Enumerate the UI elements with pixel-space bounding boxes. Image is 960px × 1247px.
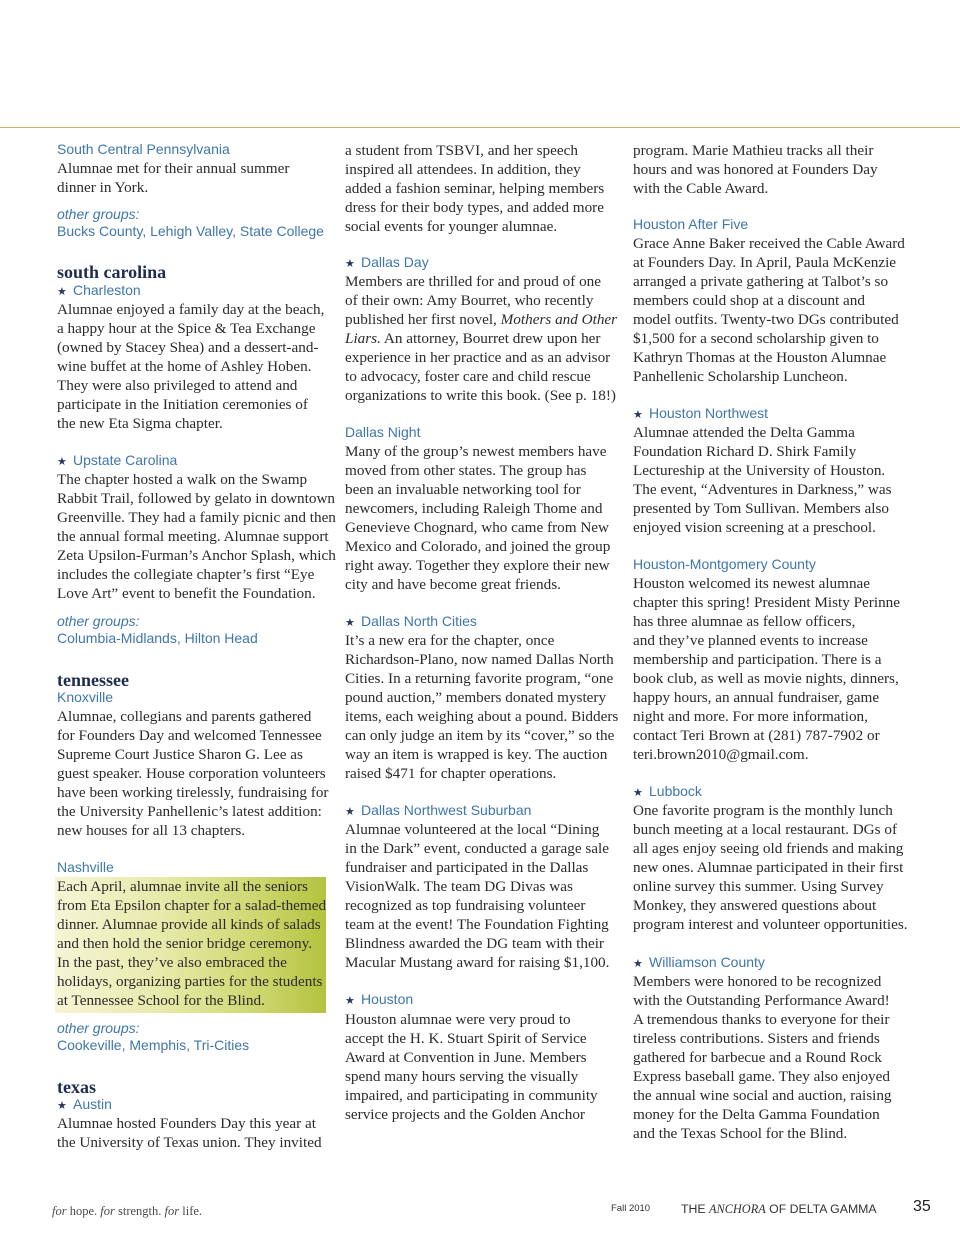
chapter-name: South Central Pennsylvania (57, 140, 230, 157)
text-line: to advocacy, foster care and child rescue (345, 367, 591, 385)
text-line: In the past, they’ve also embraced the (57, 953, 287, 971)
chapter-label (633, 782, 918, 801)
text-line: Zeta Upsilon-Furman’s Anchor Splash, which (57, 546, 336, 564)
italic-title: Mothers and Other (500, 310, 618, 328)
chapter-body (57, 470, 342, 603)
text-line: arranged a private gathering at Talbot’s so (633, 272, 889, 290)
footer-publication (681, 1200, 877, 1218)
text-line: and then hold the senior bridge ceremony. (57, 934, 313, 952)
chapter-label (57, 1095, 342, 1114)
chapter-name: Dallas Northwest Suburban (361, 801, 532, 818)
text-line: Genevieve Chognard, who came from New (345, 518, 610, 536)
text-line (345, 310, 630, 329)
other-groups-list: Bucks County, Lehigh Valley, State College (57, 222, 324, 239)
text-line: added a fashion seminar, helping members (345, 179, 605, 197)
text-line: enjoyed vision screening at a preschool. (633, 518, 876, 536)
text-line: way an item is wrapped is key. The auction (345, 745, 608, 763)
star-icon (345, 802, 361, 821)
top-rule (0, 127, 960, 128)
text-line: from Eta Epsilon chapter for a salad-themed (57, 896, 327, 914)
text-line: Alumnae met for their annual summer (57, 159, 290, 177)
text-line: a student from TSBVI, and her speech (345, 141, 578, 159)
text-line: inspired all attendees. In addition, they (345, 160, 581, 178)
star-icon (57, 282, 73, 301)
text-line: new ones. Alumnae participated in their first (633, 858, 904, 876)
chapter-label (345, 253, 630, 272)
chapter-body (57, 707, 342, 840)
star-icon (345, 254, 361, 273)
text-line: fundraiser and participated in the Dallas (345, 858, 589, 876)
other-groups-label: other groups: (57, 612, 140, 629)
text-line: guest speaker. House corporation volunteers (57, 764, 326, 782)
chapter-body (633, 423, 918, 537)
text-line: Each April, alumnae invite all the seniors (57, 877, 308, 895)
text-line: A tremendous thanks to everyone for their (633, 1010, 890, 1028)
text-line: Supreme Court Justice Sharon G. Lee as (57, 745, 303, 763)
text-line: Members were honored to be recognized (633, 972, 882, 990)
text-line: the annual formal meeting. Alumnae support (57, 527, 329, 545)
text-line: Panhellenic Scholarship Luncheon. (633, 367, 848, 385)
chapter-name: Charleston (73, 281, 141, 298)
tagline-word: for (164, 1204, 180, 1218)
text-line: Many of the group’s newest members have (345, 442, 607, 460)
tagline-word: for (100, 1204, 115, 1218)
text-line: service projects and the Golden Anchor (345, 1105, 585, 1123)
text-line: the University Panhellenic’s latest addition: (57, 802, 322, 820)
star-icon (633, 954, 649, 973)
chapter-label (633, 953, 918, 972)
text-line: happy hours, an annual fundraiser, game (633, 688, 880, 706)
star-icon (57, 1096, 73, 1115)
text-line: contact Teri Brown at (281) 787-7902 or (633, 726, 880, 744)
text-line: program interest and volunteer opportunities. (633, 915, 908, 933)
text-line: tireless contributions. Sisters and friends (633, 1029, 880, 1047)
text-line: VisionWalk. The team DG Divas was (345, 877, 573, 895)
chapter-label (345, 990, 630, 1009)
chapter-body (633, 801, 918, 934)
text-line: Macular Mustang award for raising $1,100. (345, 953, 610, 971)
star-icon (633, 405, 649, 424)
text-line: of their own: Amy Bourret, who recently (345, 291, 594, 309)
text-line: Greenville. They had a family picnic and then (57, 508, 336, 526)
chapter-name: Lubbock (649, 782, 702, 799)
text-line: book club, as well as movie nights, dinners, (633, 669, 899, 687)
chapter-body (57, 1114, 342, 1152)
text-line: raised $471 for chapter operations. (345, 764, 557, 782)
text-line: pound auction,” members donated mystery (345, 688, 607, 706)
chapter-body (345, 442, 630, 594)
tagline-word: life. (179, 1204, 203, 1218)
text-line: Richardson-Plano, now named Dallas North (345, 650, 614, 668)
chapter-body-continued (633, 141, 918, 198)
chapter-body (345, 272, 630, 405)
text-line: Mexico and Colorado, and joined the group (345, 537, 611, 555)
chapter-name: Knoxville (57, 688, 114, 705)
chapter-body-continued (345, 141, 630, 236)
chapter-body (633, 234, 918, 386)
text-line: has three alumnae as fellow officers, (633, 612, 856, 630)
star-icon (633, 783, 649, 802)
text-line: dinner. Alumnae provide all kinds of salads (57, 915, 321, 933)
text-line: Members are thrilled for and proud of one (345, 272, 601, 290)
chapter-name: Dallas Night (345, 423, 421, 440)
text-line: at Founders Day. In April, Paula McKenzie (633, 253, 897, 271)
chapter-body-highlighted (57, 877, 342, 1010)
text-line: Alumnae volunteered at the local “Dining (345, 820, 600, 838)
chapter-label (57, 281, 342, 300)
chapter-name: Williamson County (649, 953, 765, 970)
text-line: the University of Texas union. They invited (57, 1133, 322, 1151)
text-line: The event, “Adventures in Darkness,” was (633, 480, 892, 498)
chapter-label (345, 612, 630, 631)
chapter-body (633, 972, 918, 1143)
page-number: 35 (913, 1198, 931, 1215)
chapter-name: Nashville (57, 858, 114, 875)
text-line: the annual wine social and auction, raising (633, 1086, 892, 1104)
chapter-name: Houston-Montgomery County (633, 555, 816, 572)
text-line: at Tennessee School for the Blind. (57, 991, 265, 1009)
text-line: been an invaluable networking tool for (345, 480, 581, 498)
chapter-body (57, 159, 342, 197)
text-line: with the Outstanding Performance Award! (633, 991, 890, 1009)
text-line: program. Marie Mathieu tracks all their (633, 141, 874, 159)
text-line: wine buffet at the home of Ashley Hoben. (57, 357, 312, 375)
chapter-name: Houston Northwest (649, 404, 769, 421)
text-line: newcomers, including Raleigh Thome and (345, 499, 603, 517)
text-line: Express baseball game. They also enjoyed (633, 1067, 890, 1085)
text-line: (owned by Stacey Shea) and a dessert-and- (57, 338, 319, 356)
text-line: $1,500 for a second scholarship given to (633, 329, 879, 347)
other-groups-list: Cookeville, Memphis, Tri-Cities (57, 1036, 250, 1053)
text-line: hours and was honored at Founders Day (633, 160, 878, 178)
text-line: online survey this summer. Using Survey (633, 877, 884, 895)
text-line: Grace Anne Baker received the Cable Award (633, 234, 905, 252)
text-line: Alumnae hosted Founders Day this year at (57, 1114, 316, 1132)
tagline-word: for (52, 1204, 67, 1218)
tagline-word: strength. (114, 1204, 165, 1218)
chapter-label (633, 404, 918, 423)
chapter-name: Houston (361, 990, 414, 1007)
chapter-name: Dallas Day (361, 253, 429, 270)
text-line: Lectureship at the University of Houston. (633, 461, 886, 479)
text-line: One favorite program is the monthly lunch (633, 801, 893, 819)
text-line: all ages enjoy seeing old friends and making (633, 839, 904, 857)
chapter-name: Houston After Five (633, 215, 749, 232)
text-line (345, 329, 630, 348)
text-line: Alumnae, collegians and parents gathered (57, 707, 312, 725)
state-heading: texas (57, 1076, 96, 1097)
text-line: in the Dark” event, conducted a garage sale (345, 839, 609, 857)
text-line: Alumnae attended the Delta Gamma (633, 423, 855, 441)
tagline-word: hope. (66, 1204, 101, 1218)
chapter-label (57, 451, 342, 470)
text-line: Foundation Richard D. Shirk Family (633, 442, 857, 460)
text-line: Monkey, they answered questions about (633, 896, 877, 914)
text-line: moved from other states. The group has (345, 461, 587, 479)
text-line: city and have become great friends. (345, 575, 561, 593)
chapter-name: Upstate Carolina (73, 451, 178, 468)
star-icon (345, 613, 361, 632)
text-line: members could shop at a discount and (633, 291, 865, 309)
text-line: includes the collegiate chapter’s first “Eye (57, 565, 315, 583)
text-line: money for the Delta Gamma Foundation (633, 1105, 880, 1123)
text-line: right away. Together they explore their new (345, 556, 610, 574)
chapter-body (57, 300, 342, 433)
publication-part: THE (681, 1202, 710, 1216)
chapter-body (345, 1010, 630, 1124)
text-line: Award at Convention in June. Members (345, 1048, 587, 1066)
text-line: gathered for barbecue and a Round Rock (633, 1048, 882, 1066)
text-line: new houses for all 13 chapters. (57, 821, 246, 839)
text-line: holidays, organizing parties for the students (57, 972, 323, 990)
text-line: dinner in York. (57, 178, 149, 196)
text-line: have been working tirelessly, fundraising for (57, 783, 329, 801)
chapter-body (345, 631, 630, 783)
text-line: It’s a new era for the chapter, once (345, 631, 555, 649)
chapter-name: Austin (73, 1095, 112, 1112)
text-line: model outfits. Twenty-two DGs contributed (633, 310, 899, 328)
text-line: They were also privileged to attend and (57, 376, 298, 394)
text-line: night and more. For more information, (633, 707, 868, 725)
other-groups-label: other groups: (57, 205, 140, 222)
text-line: for Founders Day and welcomed Tennessee (57, 726, 322, 744)
chapter-body (345, 820, 630, 972)
text-line: and they’ve planned events to increase (633, 631, 868, 649)
chapter-label (345, 801, 630, 820)
text-line: a happy hour at the Spice & Tea Exchange (57, 319, 316, 337)
publication-part: OF DELTA GAMMA (765, 1202, 877, 1216)
footer-issue: Fall 2010 (611, 1203, 651, 1214)
text-line: experience in her practice and as an advisor (345, 348, 611, 366)
text-line: items, each weighing about a pound. Bidders (345, 707, 619, 725)
text-line: membership and participation. There is a (633, 650, 882, 668)
text-line: social events for younger alumnae. (345, 217, 558, 235)
publication-title: ANCHORA (709, 1202, 766, 1216)
text-line: recognized as top fundraising volunteer (345, 896, 586, 914)
text-line: impaired, and participating in community (345, 1086, 598, 1104)
star-icon (345, 991, 361, 1010)
text-line: teri.brown2010@gmail.com. (633, 745, 809, 763)
text-line: organizations to write this book. (See p. 18!) (345, 386, 616, 404)
text-line: Houston alumnae were very proud to (345, 1010, 571, 1028)
text-line: bunch meeting at a local restaurant. DGs of (633, 820, 898, 838)
text-line: with the Cable Award. (633, 179, 769, 197)
text-line: participate in the Initiation ceremonies of (57, 395, 308, 413)
state-heading: tennessee (57, 669, 129, 690)
text-line: presented by Tom Sullivan. Members also (633, 499, 889, 517)
text-line: team at the event! The Foundation Fighting (345, 915, 609, 933)
other-groups-label: other groups: (57, 1019, 140, 1036)
text-run: An attorney, Bourret drew upon her (380, 329, 601, 347)
text-line: Alumnae enjoyed a family day at the beach, (57, 300, 325, 318)
text-line: Blindness awarded the DG team with their (345, 934, 604, 952)
other-groups-list: Columbia-Midlands, Hilton Head (57, 629, 258, 646)
text-line: Houston welcomed its newest alumnae (633, 574, 871, 592)
text-line: accept the H. K. Stuart Spirit of Service (345, 1029, 587, 1047)
text-line: Love Art” event to benefit the Foundation. (57, 584, 316, 602)
star-icon (57, 452, 73, 471)
text-line: Cities. In a returning favorite program, “one (345, 669, 614, 687)
text-line: Kathryn Thomas at the Houston Alumnae (633, 348, 887, 366)
text-line: and the Texas School for the Blind. (633, 1124, 848, 1142)
chapter-body (633, 574, 918, 764)
chapter-name: Dallas North Cities (361, 612, 477, 629)
text-line: chapter this spring! President Misty Perinne (633, 593, 901, 611)
footer-tagline (52, 1202, 202, 1220)
italic-title: Liars. (345, 329, 381, 347)
text-line: The chapter hosted a walk on the Swamp (57, 470, 308, 488)
text-line: can only judge an item by its “cover,” so the (345, 726, 615, 744)
text-line: Rabbit Trail, followed by gelato in downtown (57, 489, 336, 507)
text-line: spend many hours serving the visually (345, 1067, 579, 1085)
text-line: dress for their body types, and added more (345, 198, 604, 216)
text-line: the new Eta Sigma chapter. (57, 414, 223, 432)
state-heading: south carolina (57, 261, 167, 282)
text-run: published her first novel, (345, 310, 501, 328)
